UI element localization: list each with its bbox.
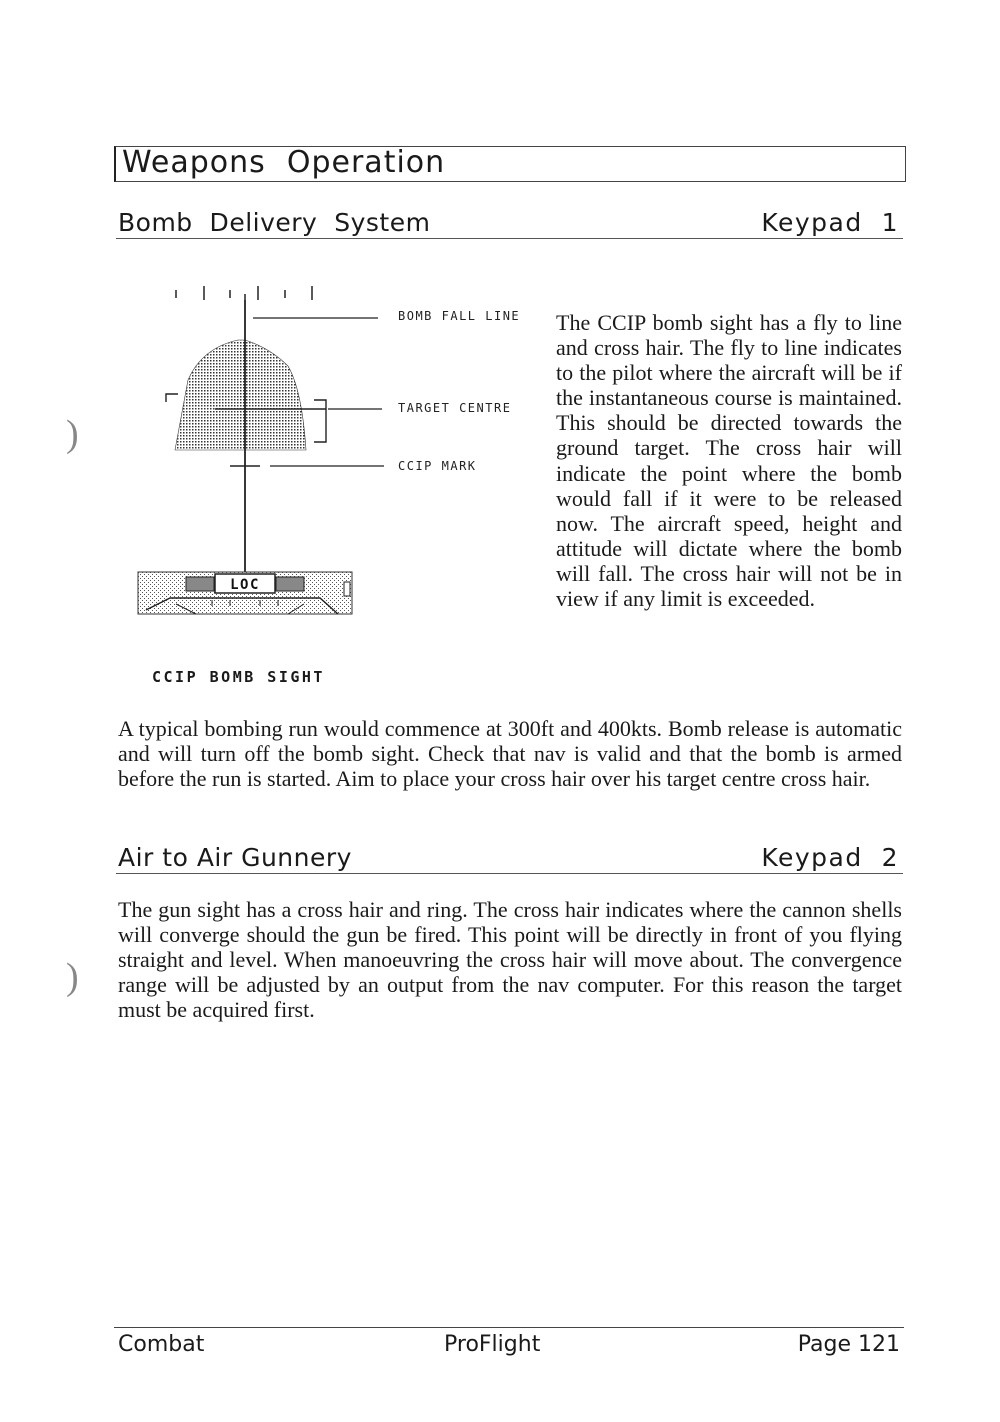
ccip-bomb-sight-figure [120, 270, 560, 650]
ccip-description: The CCIP bomb sight has a fly to line and cross hair. The fly to line indicates to the pilot where the aircraft will be if the instantaneous course is maintained. This should be directed towards the ground target. The cross hair will indicate the point where the bomb would fall if it were to be released now. The aircraft speed, height and attitude will dictate where the bomb will fall. The cross hair will not be in view if any limit is exceeded. [556, 310, 902, 612]
margin-bracket-bottom: ) [66, 956, 79, 998]
ccip-diagram [120, 270, 560, 650]
gun-section-header [116, 843, 903, 874]
margin-bracket-top: ) [66, 413, 79, 455]
bombing-run-paragraph: A typical bombing run would commence at 300ft and 400kts. Bomb release is automatic and will turn off the bomb sight. Check that nav is valid and that the bomb is armed before the run is started. Aim to place your cross hair over his target centre cross hair. [118, 716, 902, 792]
footer-section: Combat [118, 1332, 205, 1357]
footer-title: ProFlight [444, 1332, 541, 1357]
page-footer [114, 1327, 904, 1368]
heading-ticks [176, 286, 312, 300]
bomb-fall-line-label: BOMB FALL LINE [398, 309, 521, 323]
gun-section-keypad: Keypad 2 [761, 843, 899, 872]
target-zone [175, 340, 306, 450]
page-number: Page 121 [797, 1332, 900, 1357]
figure-caption: CCIP BOMB SIGHT [152, 668, 325, 686]
gun-sight-paragraph: The gun sight has a cross hair and ring. The cross hair indicates where the cannon shells will converge should the gun be fired. This point will be directly in front of you flying straight and level. When manoeuvring the cross hair will move about. The convergence range will be adjusted by an output from the nav computer. For this reason the target must be acquired first. [118, 897, 902, 1023]
bomb-section-header [116, 208, 903, 239]
target-centre-label: TARGET CENTRE [398, 401, 512, 415]
bomb-section-title: Bomb Delivery System [118, 208, 431, 237]
bomb-section-keypad: Keypad 1 [761, 208, 899, 237]
ccip-mark-label: CCIP MARK [398, 459, 477, 473]
loc-label: LOC [230, 577, 260, 593]
chapter-title: Weapons Operation [122, 145, 446, 180]
chapter-header [114, 146, 906, 182]
gun-section-title: Air to Air Gunnery [118, 843, 352, 872]
